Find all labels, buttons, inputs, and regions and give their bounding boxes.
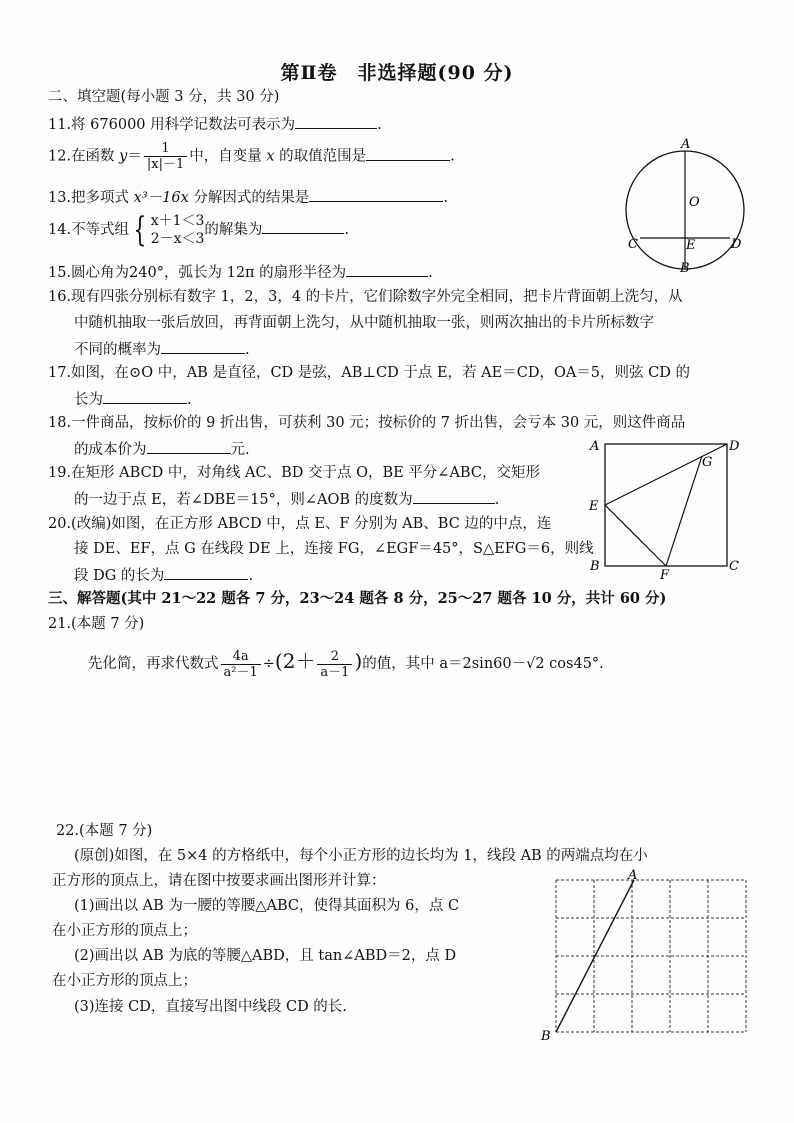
label-b: B [541,1029,551,1044]
q19-tail: . [494,492,500,508]
question-16-line-2: 中随机抽取一张后放回，再背面朝上洗匀，从中随机抽取一张，则两次抽出的卡片所标数字 [74,315,654,331]
q12-den: |x|－1 [146,157,185,172]
question-16-line-3 [74,339,250,359]
q19-blank [413,489,495,504]
q13-expr: x³－16x [133,190,189,206]
question-20-line-3 [74,565,253,585]
label-d: D [729,439,740,454]
question-22-line-6: 在小正方形的顶点上； [52,973,197,989]
q21-fraction-2 [317,649,352,680]
question-18-line-2 [74,439,250,459]
question-13 [48,187,448,207]
label-c: C [628,237,638,252]
q18-blank [147,439,231,454]
q21-den2: a－1 [320,664,350,680]
q12-blank [366,146,450,161]
label-c: C [729,559,739,574]
question-16-line-1: 16.现有四张分别标有数字 1，2，3，4 的卡片，它们除数字外完全相同，把卡片背面朝上洗匀，从 [48,289,683,305]
q16-blank [161,339,245,354]
q17-text: 长为 [74,392,103,408]
question-18-line-1: 18.一件商品，按标价的 9 折出售，可获利 30 元；按标价的 7 折出售，会亏本 30 元，则这件商品 [48,415,686,431]
q12-num: 1 [144,141,187,157]
question-22-line-4: 在小正方形的顶点上； [52,923,197,939]
q12-eq: ＝ [127,148,142,165]
q14-blank [262,219,344,234]
q14-row1: x＋1＜3 [150,213,205,229]
q12-a: 12.在函数 [48,148,120,165]
label-d: D [731,237,742,252]
q21-div: ÷ [262,656,275,672]
q14-b: 的解集为 [204,222,263,238]
label-a: A [681,137,691,152]
question-20-line-2: 接 DE、EF，点 G 在线段 DE 上，连接 FG，∠EGF＝45°，S△EFG＝6，则线 [74,541,594,557]
segment-fg [666,456,702,566]
question-14 [48,210,349,250]
label-o: O [689,195,700,210]
q11-text: 11.将 676000 用科学记数法可表示为 [48,117,296,133]
q11-tail: . [377,117,382,133]
q21-num2: 2 [317,649,352,665]
q21-a: 先化简，再求代数式 [88,656,219,672]
grid-lines [556,880,746,1032]
question-22-line-1: (原创)如图，在 5×4 的方格纸中，每个小正方形的边长均为 1，线段 AB 的两端点均在小 [74,848,648,864]
question-19-line-2 [74,489,499,509]
label-b: B [680,261,690,276]
label-g: G [702,455,713,470]
question-20-line-1: 20.(改编)如图，在正方形 ABCD 中，点 E、F 分别为 AB、BC 边的中点，连 [48,516,552,532]
q16-text: 不同的概率为 [74,342,161,358]
q13-blank [309,187,443,202]
q13-b: 分解因式的结果是 [188,190,310,206]
q17-tail: . [187,392,192,408]
question-12 [48,141,455,172]
q21-b: 的值，其中 a＝2sin60－√2 cos45°. [362,656,604,672]
question-22-line-3: (1)画出以 AB 为一腰的等腰△ABC，使得其面积为 6，点 C [74,898,460,914]
label-a: A [628,868,638,883]
label-e: E [589,499,599,514]
q11-blank [295,114,377,129]
q21-fraction-1 [221,649,261,680]
q12-b: 中，自变量 [189,148,267,165]
square-figure [584,434,744,582]
q14-tail: . [344,222,350,238]
q21-den1: a²－1 [223,664,258,680]
label-b: B [590,559,600,574]
q12-x: x [266,148,275,165]
q14-a: 14.不等式组 [48,222,130,238]
question-22-line-2: 正方形的顶点上，请在图中按要求画出图形并计算： [52,873,386,889]
q13-tail: . [443,190,449,206]
q18-tail: 元. [230,442,250,458]
question-21-label: 21.(本题 7 分) [48,616,145,632]
question-15 [48,262,433,282]
question-17-line-1: 17.如图，在⊙O 中，AB 是直径，CD 是弦，AB⊥CD 于点 E，若 AE＝CD，OA＝5，则弦 CD 的 [48,365,690,381]
q19-text: 的一边于点 E，若∠DBE＝15°，则∠AOB 的度数为 [74,492,413,508]
section-2-heading: 二、填空题(每小题 3 分，共 30 分) [48,89,280,105]
q14-brace: { [133,210,147,250]
q14-system [151,212,205,248]
question-22-label: 22.(本题 7 分) [56,823,153,839]
label-e: E [686,238,696,253]
q20-tail: . [248,568,254,584]
q12-y: y [119,148,128,165]
label-f: F [660,568,670,582]
q15-blank [346,262,428,277]
q12-c: 的取值范围是 [274,148,367,165]
q20-blank [164,565,248,580]
q12-tail: . [450,148,455,165]
q15-text: 15.圆心角为240°，弧长为 12π 的扇形半径为 [48,265,347,281]
question-22-line-7: (3)连接 CD，直接写出图中线段 CD 的长. [74,999,347,1015]
grid-figure [536,868,756,1046]
q15-tail: . [428,265,433,281]
q21-num1: 4a [221,649,261,665]
circle-figure [618,134,758,276]
q17-blank [103,389,187,404]
label-a: A [590,439,600,454]
question-22-line-5: (2)画出以 AB 为底的等腰△ABD，且 tan∠ABD＝2，点 D [74,948,457,964]
page-title: 第Ⅱ卷 非选择题(90 分) [280,62,514,84]
segment-ef [605,505,666,566]
q21-paren-a: (2＋ [274,649,316,673]
q13-a: 13.把多项式 [48,190,134,206]
question-11 [48,114,382,134]
segment-de [605,444,727,505]
q18-text: 的成本价为 [74,442,147,458]
question-17-line-2 [74,389,192,409]
question-19-line-1: 19.在矩形 ABCD 中，对角线 AC、BD 交于点 O，BE 平分∠ABC，交矩形 [48,465,540,481]
q20-text: 段 DG 的长为 [74,568,165,584]
question-21-body [88,642,604,683]
q14-row2: 2－x＜3 [150,231,205,247]
q16-tail: . [245,342,250,358]
q21-paren-b: ) [354,649,363,673]
section-3-heading: 三、解答题(其中 21～22 题各 7 分，23～24 题各 8 分，25～27 题各 10 分，共计 60 分) [48,590,667,607]
q12-fraction [144,141,187,172]
